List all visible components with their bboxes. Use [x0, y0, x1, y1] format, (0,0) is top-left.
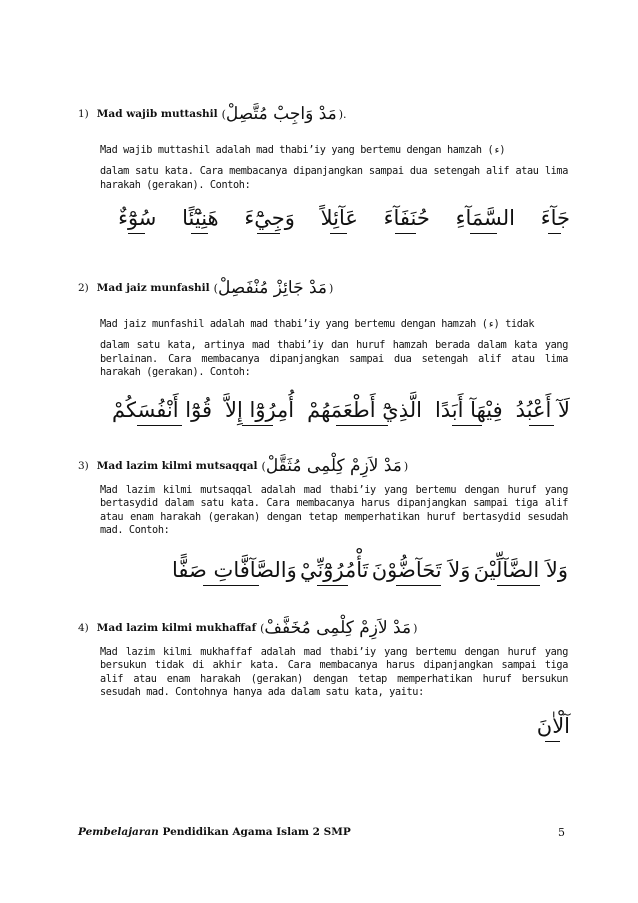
- arabic-example: وَجِيْٓءَ: [244, 206, 295, 234]
- paren-close: ): [329, 281, 334, 295]
- paragraph-line: Mad jaiz munfashil adalah mad thabi’iy yang bertemu dengan hamzah (ء) tidak: [100, 319, 535, 330]
- arabic-label: مَدْ لاَزِمْ كِلْمِى مُخَفَّفْ: [264, 618, 412, 638]
- section-2-text: [100, 318, 568, 380]
- section-number: 3): [78, 460, 89, 472]
- arabic-example: الَّذِيْٓ أَطْعَمَهُمْ: [307, 398, 422, 426]
- arabic-example: وَلاَ تَحَآضُّوْنَ: [372, 558, 471, 586]
- paren-open: (: [221, 107, 226, 121]
- arabic-example: وَالصَّآفَّاتِ صَفًّا: [172, 558, 297, 586]
- section-4-heading: [78, 618, 417, 638]
- arabic-example: سُوْٓءٌ: [118, 206, 156, 234]
- section-4-examples: [470, 714, 570, 742]
- section-1-text: [100, 144, 568, 192]
- arabic-example: وَلاَ الضَّآلِّيْنَ: [474, 558, 568, 586]
- section-1-examples: [118, 206, 570, 234]
- arabic-example: عَآئِلاً: [321, 206, 358, 234]
- paren-open: (: [213, 281, 218, 295]
- arabic-example: حُنَفَآءَ: [384, 206, 430, 234]
- footer-title: [78, 826, 351, 838]
- paragraph: dalam satu kata. Cara membacanya dipanjangkan sampai dua setengah alif atau lima harakah (gerakan). Contoh:: [100, 166, 568, 191]
- paren-open: (: [261, 459, 266, 473]
- arabic-example: تَأْمُرُوْٓنِّيْ: [300, 558, 369, 586]
- section-title: Mad wajib muttashil: [96, 108, 218, 120]
- arabic-example: أُمِرُوْٓا إِلاَّ: [225, 398, 294, 426]
- page-number: 5: [558, 826, 565, 839]
- paren-close: ): [413, 621, 418, 635]
- footer-title-italic: Pembelajaran: [78, 826, 159, 838]
- section-3-heading: [78, 456, 408, 476]
- section-title: Mad lazim kilmi mutsaqqal: [96, 460, 258, 472]
- arabic-label: مَدْ وَاجِبْ مُتَّصِلْ: [225, 104, 337, 124]
- arabic-example: فِيْهَآ أَبَدًا: [435, 398, 503, 426]
- section-2-heading: [78, 278, 333, 298]
- section-1-heading: [78, 104, 347, 124]
- section-3-text: [100, 484, 568, 538]
- paragraph: Mad lazim kilmi mutsaqqal adalah mad thabi’iy yang bertemu dengan huruf yang bertasydid dalam satu kata. Cara membacanya harus dipanjangkan sampai tiga alif atau enam harakah (gerakan) dengan tetap memperhatikan huruf bertasydid sesudah mad. Contoh:: [100, 485, 568, 537]
- arabic-example: هَنِيْٓئًا: [182, 206, 218, 234]
- arabic-label: مَدْ جَائِزْ مُنْفَصِلْ: [217, 278, 328, 298]
- paren-close: ): [403, 459, 409, 473]
- arabic-example: جَآءَ: [541, 206, 570, 234]
- section-3-examples: [172, 558, 568, 586]
- paragraph: dalam satu kata, artinya mad thabi’iy dan huruf hamzah berada dalam kata yang berlainan. Cara membacanya dipanjangkan sampai dua setengah alif atau lima harakah (gerakan). Contoh:: [100, 340, 568, 379]
- section-title: Mad lazim kilmi mukhaffaf: [96, 622, 257, 634]
- paren-open: (: [260, 621, 265, 635]
- section-title: Mad jaiz munfashil: [96, 282, 210, 294]
- paren-close: ).: [338, 107, 347, 121]
- section-4-text: [100, 646, 568, 700]
- section-number: 1): [78, 108, 89, 120]
- arabic-example: قُوْٓا أَنْفُسَكُمْ: [112, 398, 212, 426]
- paragraph-line: Mad wajib muttashil adalah mad thabi’iy yang bertemu dengan hamzah (ء): [100, 145, 506, 156]
- arabic-label: مَدْ لاَزِمْ كِلْمِى مُثَقَّلْ: [265, 456, 402, 476]
- paragraph: Mad lazim kilmi mukhaffaf adalah mad thabi’iy yang bertemu dengan huruf yang bersukun tidak di akhir kata. Cara membacanya harus dipanjangkan sampai tiga alif atau enam harakah (gerakan) dengan tetap memperhatikan huruf bersukun sesudah mad. Contohnya hanya ada dalam satu kata, yaitu:: [100, 647, 568, 699]
- arabic-example: آلْاٰنَ: [537, 714, 570, 742]
- section-number: 4): [78, 622, 89, 634]
- section-number: 2): [78, 282, 89, 294]
- arabic-example: السَّمَآءِ: [456, 206, 515, 234]
- section-2-examples: [112, 398, 570, 426]
- arabic-example: لَآ أَعْبُدُ: [516, 398, 570, 426]
- footer-title-rest: Pendidikan Agama Islam 2 SMP: [158, 826, 351, 838]
